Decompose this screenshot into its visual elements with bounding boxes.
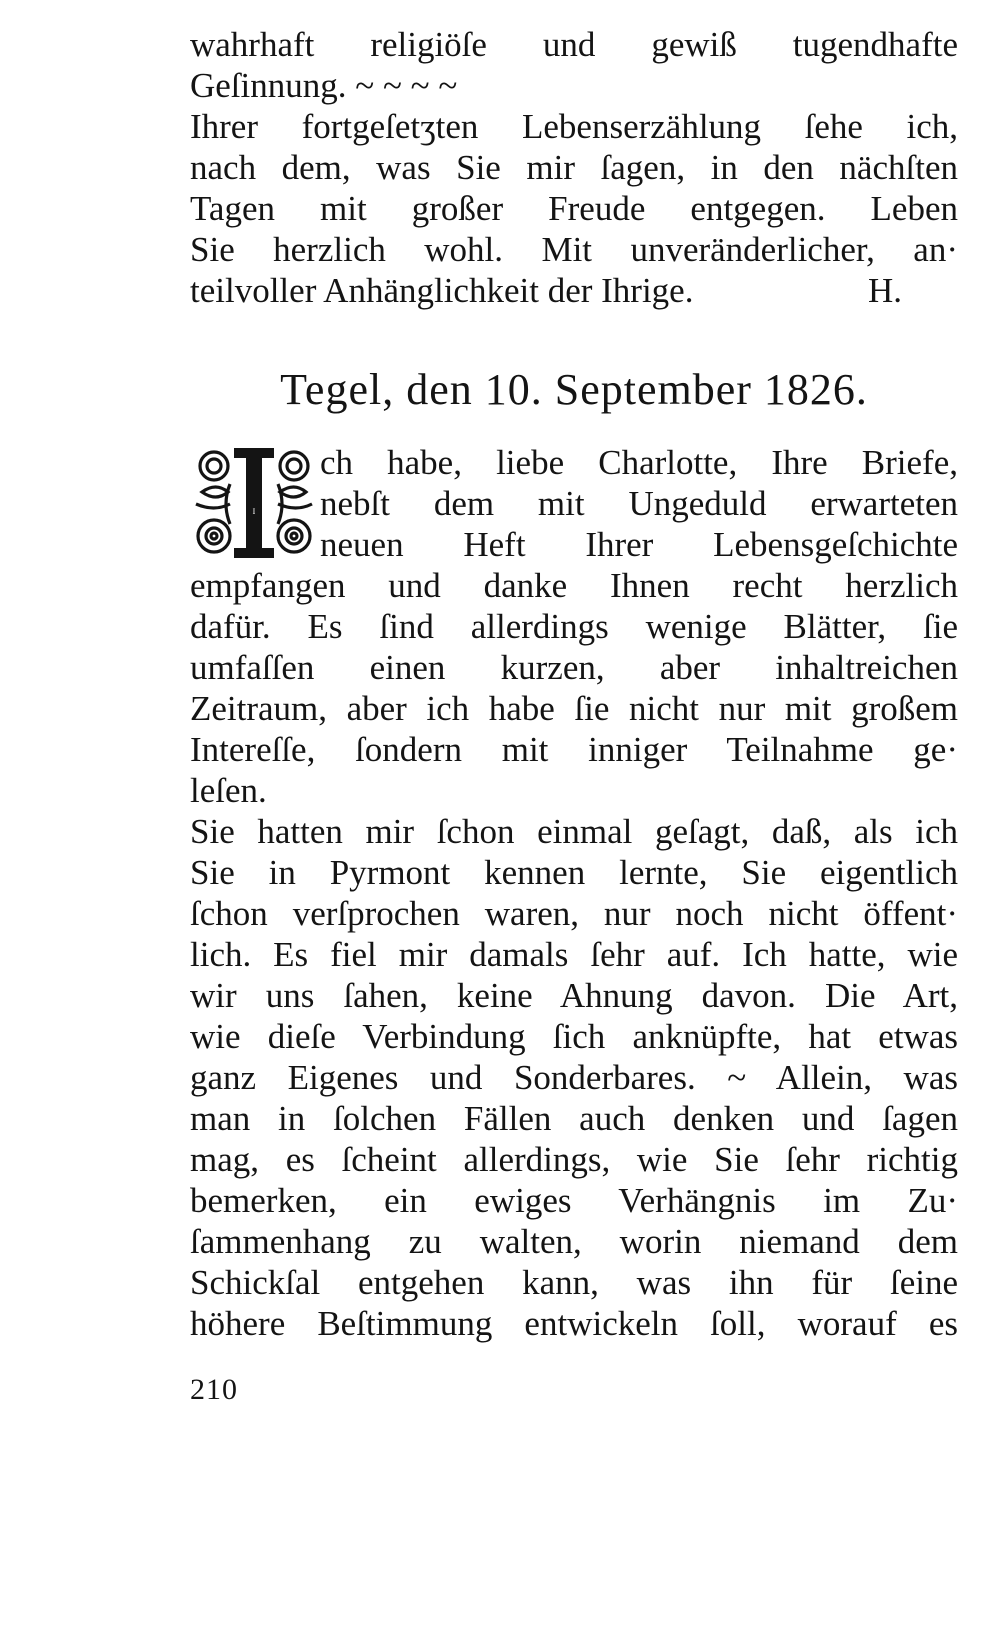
text-line: ganz Eigenes und Sonderbares. ~ Allein, was (190, 1058, 958, 1097)
text-line: lich. Es fiel mir damals ſehr auf. Ich hatte, wie (190, 935, 958, 974)
text-line: ſchon verſprochen waren, nur noch nicht öffent· (190, 894, 958, 933)
text-line: bemerken, ein ewiges Verhängnis im Zu· (190, 1181, 958, 1220)
text-line: umfaſſen einen kurzen, aber inhaltreichen (190, 648, 958, 687)
previous-letter-ending (190, 24, 958, 311)
text-line: Geſinnung. ~ ~ ~ ~ (190, 66, 458, 105)
decorated-initial-I (190, 444, 318, 562)
ornament-initial-icon (190, 444, 318, 562)
text-line: empfangen und danke Ihnen recht herzlich (190, 566, 958, 605)
text-line: wir uns ſahen, keine Ahnung davon. Die Art, (190, 976, 958, 1015)
text-line: Sie hatten mir ſchon einmal geſagt, daß, als ich (190, 812, 958, 851)
initial-letter: I (252, 507, 256, 516)
text-line: nebſt dem mit Ungeduld erwarteten (320, 484, 958, 523)
text-line: neuen Heft Ihrer Lebensgeſchichte (320, 525, 958, 564)
text-line: Sie herzlich wohl. Mit unveränderlicher, an· (190, 230, 958, 269)
closing-line (190, 270, 958, 311)
text-line: höhere Beſtimmung entwickeln ſoll, worauf es (190, 1304, 958, 1343)
text-line: Schickſal entgehen kann, was ihn für ſeine (190, 1263, 958, 1302)
text-line: Sie in Pyrmont kennen lernte, Sie eigentlich (190, 853, 958, 892)
closing-text: teilvoller Anhänglichkeit der Ihrige. (190, 271, 694, 310)
text-line: Tagen mit großer Freude entgegen. Leben (190, 189, 958, 228)
text-line: man in ſolchen Fällen auch denken und ſagen (190, 1099, 958, 1138)
signature: H. (867, 271, 902, 310)
text-line: dafür. Es ſind allerdings wenige Blätter, ſie (190, 607, 958, 646)
text-line: wie dieſe Verbindung ſich anknüpfte, hat etwas (190, 1017, 958, 1056)
text-line: Intereſſe, ſondern mit inniger Teilnahme ge· (190, 730, 958, 769)
page-number: 210 (190, 1373, 238, 1406)
text-line: Zeitraum, aber ich habe ſie nicht nur mit großem (190, 689, 958, 728)
letter-body (190, 565, 958, 1344)
text-line: nach dem, was Sie mir ſagen, in den nächſten (190, 148, 958, 187)
text-line: ſammenhang zu walten, worin niemand dem (190, 1222, 958, 1261)
text-line: ch habe, liebe Charlotte, Ihre Briefe, (320, 443, 958, 482)
text-line: leſen. (190, 771, 267, 810)
text-line: wahrhaft religiöſe und gewiß tugendhafte (190, 25, 958, 64)
initial-adjacent-lines (320, 442, 958, 565)
text-line: mag, es ſcheint allerdings, wie Sie ſehr richtig (190, 1140, 958, 1179)
letter-heading: Tegel, den 10. September 1826. (280, 365, 868, 414)
text-line: Ihrer fortgeſetʒten Lebenserzählung ſehe ich, (190, 107, 958, 146)
